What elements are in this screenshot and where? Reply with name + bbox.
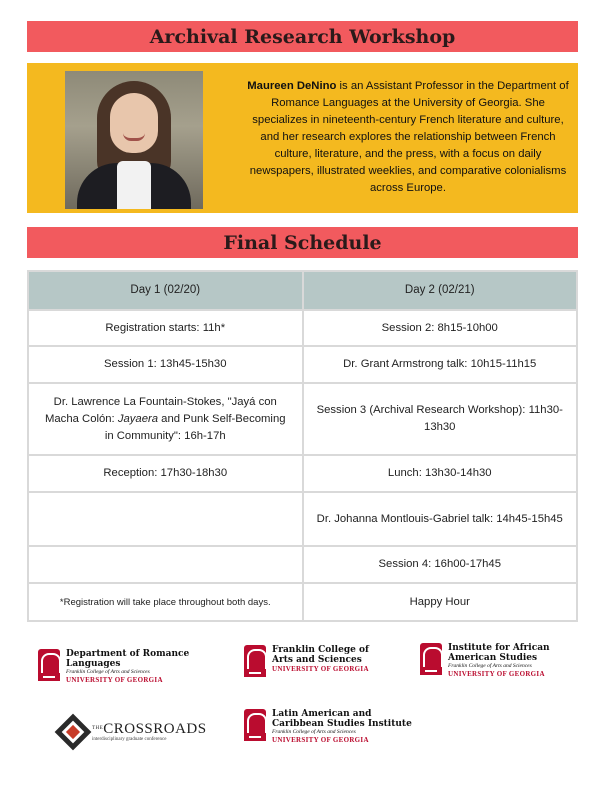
uga-arch-icon [38, 649, 60, 681]
bio-text [247, 78, 569, 197]
talk-text-after: and Punk Self-Becoming in Community": 16h-17h [104, 412, 286, 442]
table-cell-talk [28, 383, 303, 455]
speaker-name: Maureen DeNino [247, 80, 337, 92]
table-cell: Lunch: 13h30-14h30 [303, 455, 578, 492]
table-row [28, 492, 577, 546]
logo-african-american-studies: Institute for African American Studies Franklin College of Arts and Sciences UNIVERSITY OF GEORGIA [420, 643, 558, 678]
logo-latin-american-caribbean: Latin American and Caribbean Studies Institute Franklin College of Arts and Sciences UNIVERSITY OF GEORGIA [244, 709, 412, 744]
schedule-table [27, 270, 578, 622]
table-cell: Session 2: 8h15-10h00 [303, 310, 578, 346]
logo-crossroads [58, 716, 207, 748]
column-header-day2: Day 2 (02/21) [303, 271, 578, 310]
speaker-photo [65, 71, 203, 209]
uga-arch-icon [244, 645, 266, 677]
bio-description: is an Assistant Professor in the Department of Romance Languages at the University of Georgia. She specializes in nineteenth-century French literature and culture, and her research explores the relationship between French culture, literature, and the press, with a focus on daily newspapers, illustrated weeklies, and comparative colonialisms across Europe. [249, 80, 569, 194]
uga-arch-icon [244, 709, 266, 741]
table-row [28, 546, 577, 583]
table-row [28, 346, 577, 383]
talk-text-before: Dr. Lawrence La Fountain-Stokes, "Jayá con Macha Colón: [44, 395, 277, 425]
table-cell: Happy Hour [303, 583, 578, 621]
workshop-title-banner [27, 21, 578, 52]
bio-section [27, 63, 578, 213]
column-header-day1: Day 1 (02/20) [28, 271, 303, 310]
logo-romance-languages: Department of Romance Languages Franklin College of Arts and Sciences UNIVERSITY OF GEORGIA [38, 649, 236, 684]
crossroads-prefix: THE [92, 726, 104, 731]
crossroads-name: CROSSROADS [103, 721, 207, 737]
table-row [28, 455, 577, 492]
talk-text-italic: Jayaera [117, 412, 159, 425]
table-cell: Session 3 (Archival Research Workshop): 11h30-13h30 [303, 383, 578, 455]
table-header-row [28, 271, 577, 310]
logo-franklin-college: Franklin College of Arts and Sciences UNIVERSITY OF GEORGIA [244, 645, 382, 677]
table-cell [28, 546, 303, 583]
uga-arch-icon [420, 643, 442, 675]
registration-note: *Registration will take place throughout both days. [28, 583, 303, 621]
table-cell: Dr. Johanna Montlouis-Gabriel talk: 14h45-15h45 [303, 492, 578, 546]
workshop-title: Archival Research Workshop [149, 25, 456, 48]
table-cell: Registration starts: 11h* [28, 310, 303, 346]
table-row [28, 383, 577, 455]
table-cell: Session 4: 16h00-17h45 [303, 546, 578, 583]
schedule-title: Final Schedule [223, 231, 382, 254]
schedule-title-banner [27, 227, 578, 258]
table-cell: Reception: 17h30-18h30 [28, 455, 303, 492]
table-row [28, 310, 577, 346]
table-cell: Dr. Grant Armstrong talk: 10h15-11h15 [303, 346, 578, 383]
table-cell [28, 492, 303, 546]
crossroads-mark-icon [58, 716, 88, 748]
table-row [28, 583, 577, 621]
table-cell: Session 1: 13h45-15h30 [28, 346, 303, 383]
crossroads-sub: interdisciplinary graduate conference [92, 737, 167, 742]
